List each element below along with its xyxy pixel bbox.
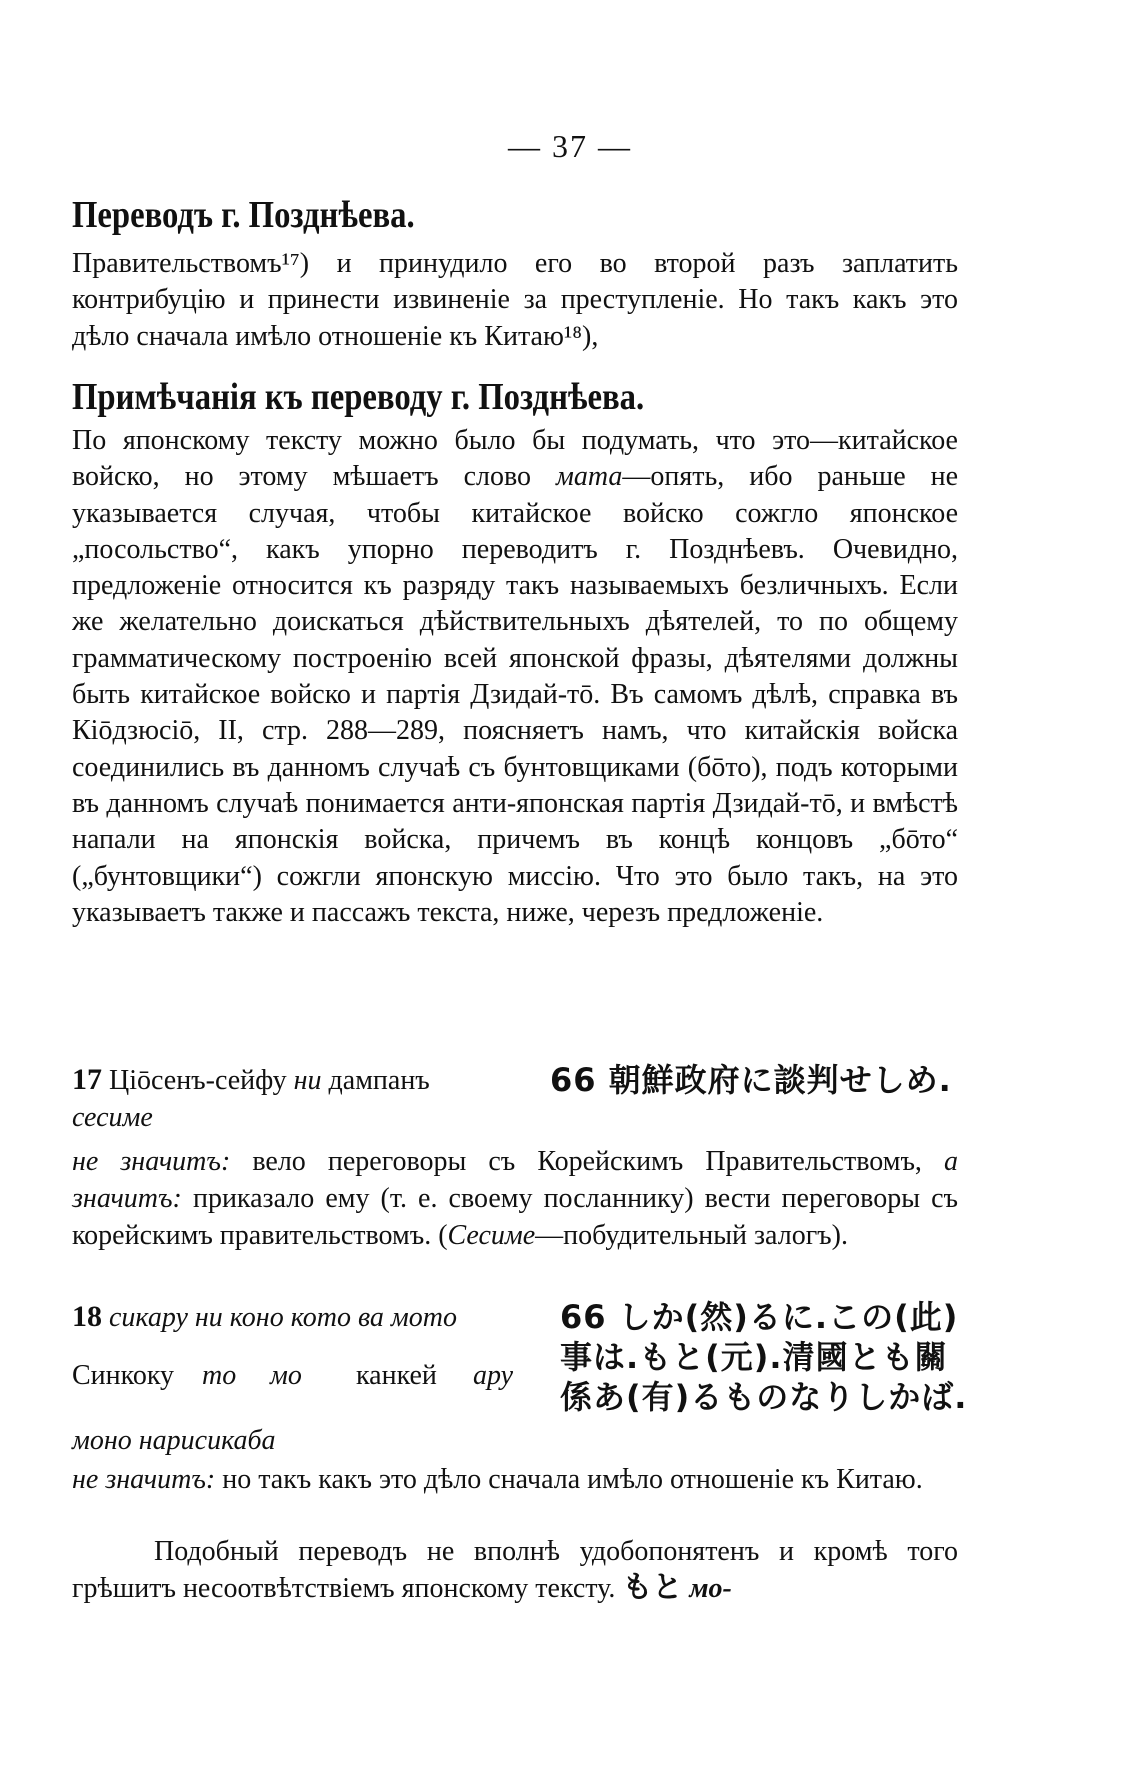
note18-romaji-line2 — [72, 1360, 532, 1392]
note18-number: 18 — [72, 1300, 102, 1333]
notes-text-part2: —опять, ибо раньше не указывается случая, чтобы китайское войско сожгло японское „посольство“, какъ упорно переводитъ г. Позднѣевъ. Очевидно, предложеніе относится къ разряду такъ называемыхъ безличныхъ. Если же желательно доискаться дѣйствительныхъ дѣятелей, то по общему грамматическому построенію всей японской фразы, дѣятелями должны быть китайское войско и партія Дзидай-тō. Въ самомъ дѣлѣ, справка въ Кiōдзюсiō, II, стр. 288—289, поясняетъ намъ, что китайскія войска соединились въ данномъ случаѣ съ бунтовщиками (бōто), подъ которыми въ данномъ случаѣ понимается анти-японская партія Дзидай-тō, и вмѣстѣ напали на японскія войска, причемъ въ концѣ концовъ „бōто“ („бунтовщики“) сожгли японскую миссiю. Что это было такъ, на это указываетъ также и пассажъ текста, ниже, черезъ предложеніе. — [72, 461, 958, 928]
note18-romaji-line3: моно нарисикаба — [72, 1425, 276, 1456]
heading-notes: Примѣчанія къ переводу г. Позднѣева. — [72, 376, 645, 418]
note17-romaji-ni: ни — [293, 1065, 322, 1096]
closing-text: Подобный переводъ не вполнѣ удобопонятенъ и кромѣ того грѣшитъ несоотвѣтствіемъ японскому тексту. — [72, 1536, 958, 1605]
notes-word-mata: мата — [555, 461, 623, 493]
note18-romaji-text1: сикару ни коно кото ва мото — [109, 1302, 458, 1333]
note17-number: 17 — [72, 1063, 102, 1096]
note18-word-aru: ару — [473, 1360, 514, 1391]
note17-japanese: 66 朝鮮政府に談判せしめ. — [550, 1061, 952, 1099]
note18-word-mo: мо — [270, 1360, 302, 1391]
note18-not-means-text: но такъ какъ это дѣло сначала имѣло отношеніе къ Китаю. — [215, 1464, 923, 1495]
note18-word-sinkoku: Синкоку — [72, 1360, 175, 1391]
note17-romaji — [72, 1063, 430, 1097]
closing-end: мо- — [682, 1573, 732, 1605]
closing-japanese: もと — [622, 1570, 683, 1606]
heading-translation: Переводъ г. Позднѣева. — [72, 194, 415, 236]
note17-romaji-part2: дампанъ — [321, 1065, 430, 1096]
closing-paragraph — [72, 1534, 958, 1608]
notes-paragraph — [72, 423, 958, 931]
note18-romaji-line1 — [72, 1300, 457, 1334]
notes-text-part1: По японскому тексту можно было бы подумать, что это—китайское войско, но этому мѣшаетъ слово — [72, 425, 958, 493]
note17-not-means-label: не значитъ: — [72, 1146, 231, 1177]
note17-romaji-sesime: сесиме — [72, 1102, 153, 1133]
note18-not-means-label: не значитъ: — [72, 1464, 216, 1495]
note17-sesime-word: Сесиме — [447, 1219, 536, 1251]
note17-means-label: а значитъ: — [72, 1146, 958, 1214]
translation-paragraph: Правительствомъ¹⁷) и принудило его во второй разъ заплатить контрибуцію и принести извиненіе за преступленіе. Но такъ какъ это дѣло сначала имѣло отношеніе къ Китаю¹⁸), — [72, 248, 958, 352]
note18-explanation — [72, 1462, 958, 1498]
note17-sesime-gloss: —побудительный залогъ). — [535, 1219, 848, 1251]
page-number: — 37 — — [508, 128, 632, 164]
note18-word-to: то — [202, 1360, 237, 1391]
note17-romaji-part1: Цiōсенъ-сейфу — [109, 1065, 294, 1096]
note18-word-kankei: канкей — [356, 1360, 437, 1391]
note17-means-text: приказало ему (т. е. своему посланнику) вести переговоры съ корейскимъ правительствомъ. ( — [72, 1182, 958, 1251]
note17-not-means-text: вело переговоры съ Корейскимъ Правительствомъ, — [230, 1146, 944, 1177]
note18-japanese: 66 しか(然)るに.この(此)事は.もと(元).清國とも關係あ(有)るものなりしかば. — [560, 1298, 968, 1416]
note17-explanation — [72, 1144, 958, 1254]
